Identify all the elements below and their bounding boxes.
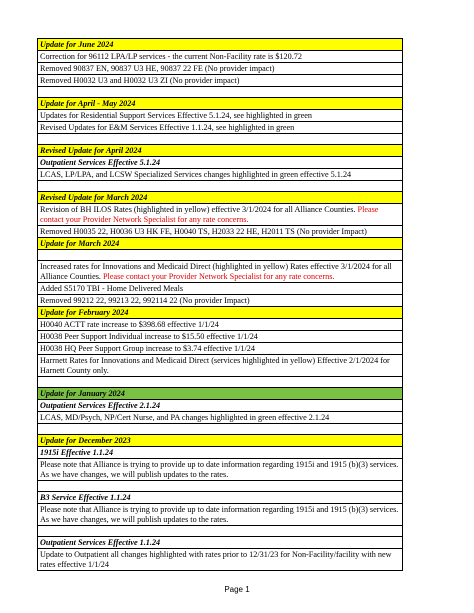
section-header	[38, 434, 402, 446]
spacer-row	[38, 133, 402, 144]
entry-text: Outpatient Services Effective 2.1.24	[40, 401, 161, 410]
update-entry	[38, 458, 402, 480]
entry-text: Revised Update for March 2024	[40, 193, 148, 202]
update-entry	[38, 121, 402, 133]
entry-text: Removed H0035 22, H0036 U3 HK FE, H0040 TS, H2033 22 HE, H2011 TS (No provider Impact)	[40, 227, 367, 236]
section-header	[38, 306, 402, 318]
update-entry	[38, 282, 402, 294]
update-entry	[38, 342, 402, 354]
entry-text: Update to Outpatient all changes highlighted with rates prior to 12/31/23 for Non-Facility/facility with new rates effective 1/1/24	[40, 550, 392, 569]
update-entry	[38, 548, 402, 571]
entry-text: Removed 90837 EN, 90837 U3 HE, 90837 22 FE (No provider impact)	[40, 64, 275, 73]
section-header	[38, 387, 402, 399]
entry-text: 1915i Effective 1.1.24	[40, 448, 114, 457]
spacer-row	[38, 180, 402, 191]
entry-text: Outpatient Services Effective 5.1.24	[40, 158, 161, 167]
entry-text: Increased rates for Innovations and Medicaid Direct (highlighted in yellow) Rates effective 3/1/2024 for all Alliance Counties.	[40, 262, 392, 281]
spacer-row	[38, 376, 402, 387]
spacer-row	[38, 525, 402, 536]
update-entry	[38, 74, 402, 86]
entry-text: B3 Service Effective 1.1.24	[40, 493, 131, 502]
update-entry	[38, 168, 402, 180]
entry-text: Revised Updates for E&M Services Effective 1.1.24, see highlighted in green	[40, 123, 295, 132]
spacer-row	[38, 86, 402, 97]
section-header	[38, 191, 402, 203]
entry-text: Revision of BH ILOS Rates (highlighted in yellow) effective 3/1/2024 for all Alliance Counties.	[40, 205, 356, 214]
entry-text: H0038 Peer Support Individual increase to $15.50 effective 1/1/24	[40, 332, 258, 341]
section-header	[38, 237, 402, 249]
entry-text: H0040 ACTT rate increase to $398.68 effective 1/1/24	[40, 320, 219, 329]
update-entry	[38, 62, 402, 74]
update-entry	[38, 354, 402, 376]
subsection-header	[38, 156, 402, 168]
update-entry	[38, 330, 402, 342]
section-header	[38, 38, 402, 50]
entry-text: LCAS, MD/Psych, NP/Cert Nurse, and PA changes highlighted in green effective 2.1.24	[40, 413, 330, 422]
entry-text: Correction for 96112 LPA/LP services - the current Non-Facility rate is $120.72	[40, 52, 302, 61]
entry-text: Please note that Alliance is trying to provide up to date information regarding 1915i and 1915 (b)(3) services. As we have changes, we will publish updates to the rates.	[40, 460, 399, 479]
entry-text: Please note that Alliance is trying to provide up to date information regarding 1915i and 1915 (b)(3) services. As we have changes, we will publish updates to the rates.	[40, 505, 399, 524]
entry-text: Revised Update for April 2024	[40, 146, 142, 155]
update-entry	[38, 503, 402, 525]
section-header	[38, 97, 402, 109]
update-entry	[38, 318, 402, 330]
entry-text: Update for April - May 2024	[40, 99, 136, 108]
entry-text: Removed H0032 U3 and H0032 U3 ZI (No provider impact)	[40, 76, 240, 85]
subsection-header	[38, 446, 402, 458]
update-entry	[38, 203, 402, 225]
entry-text: Update for December 2023	[40, 436, 131, 445]
entry-text: LCAS, LP/LPA, and LCSW Specialized Services changes highlighted in green effective 5.1.24	[40, 170, 352, 179]
update-entry	[38, 50, 402, 62]
rate-concern-notice: Please contact your Provider Network Specialist for any rate concerns.	[40, 205, 379, 224]
entry-text: Added S5170 TBI - Home Delivered Meals	[40, 284, 184, 293]
entry-text: Outpatient Services Effective 1.1.24	[40, 538, 161, 547]
update-entry	[38, 260, 402, 282]
update-entry	[38, 109, 402, 121]
entry-text: H0038 HQ Peer Support Group increase to $3.74 effective 1/1/24	[40, 344, 255, 353]
entry-text: Update for June 2024	[40, 40, 114, 49]
entry-text: Update for February 2024	[40, 308, 129, 317]
page-footer: Page 1	[224, 585, 250, 594]
rate-update-table	[37, 38, 403, 571]
spacer-row	[38, 423, 402, 434]
entry-text: Updates for Residential Support Services Effective 5.1.24, see highlighted in green	[40, 111, 313, 120]
rate-concern-notice: Please contact your Provider Network Specialist for any rate concerns.	[103, 272, 335, 281]
update-entry	[38, 411, 402, 423]
subsection-header	[38, 536, 402, 548]
update-entry	[38, 294, 402, 306]
entry-text: Update for March 2024	[40, 239, 120, 248]
subsection-header	[38, 399, 402, 411]
spacer-row	[38, 249, 402, 260]
entry-text: Update for January 2024	[40, 389, 125, 398]
update-entry	[38, 225, 402, 237]
section-header	[38, 144, 402, 156]
entry-text: Harrnett Rates for Innovations and Medicaid Direct (services highlighted in yellow) Effective 2/1/2024 for Harnett County only.	[40, 356, 390, 375]
entry-text: Removed 99212 22, 99213 22, 992114 22 (No provider Impact)	[40, 296, 250, 305]
subsection-header	[38, 491, 402, 503]
spacer-row	[38, 480, 402, 491]
